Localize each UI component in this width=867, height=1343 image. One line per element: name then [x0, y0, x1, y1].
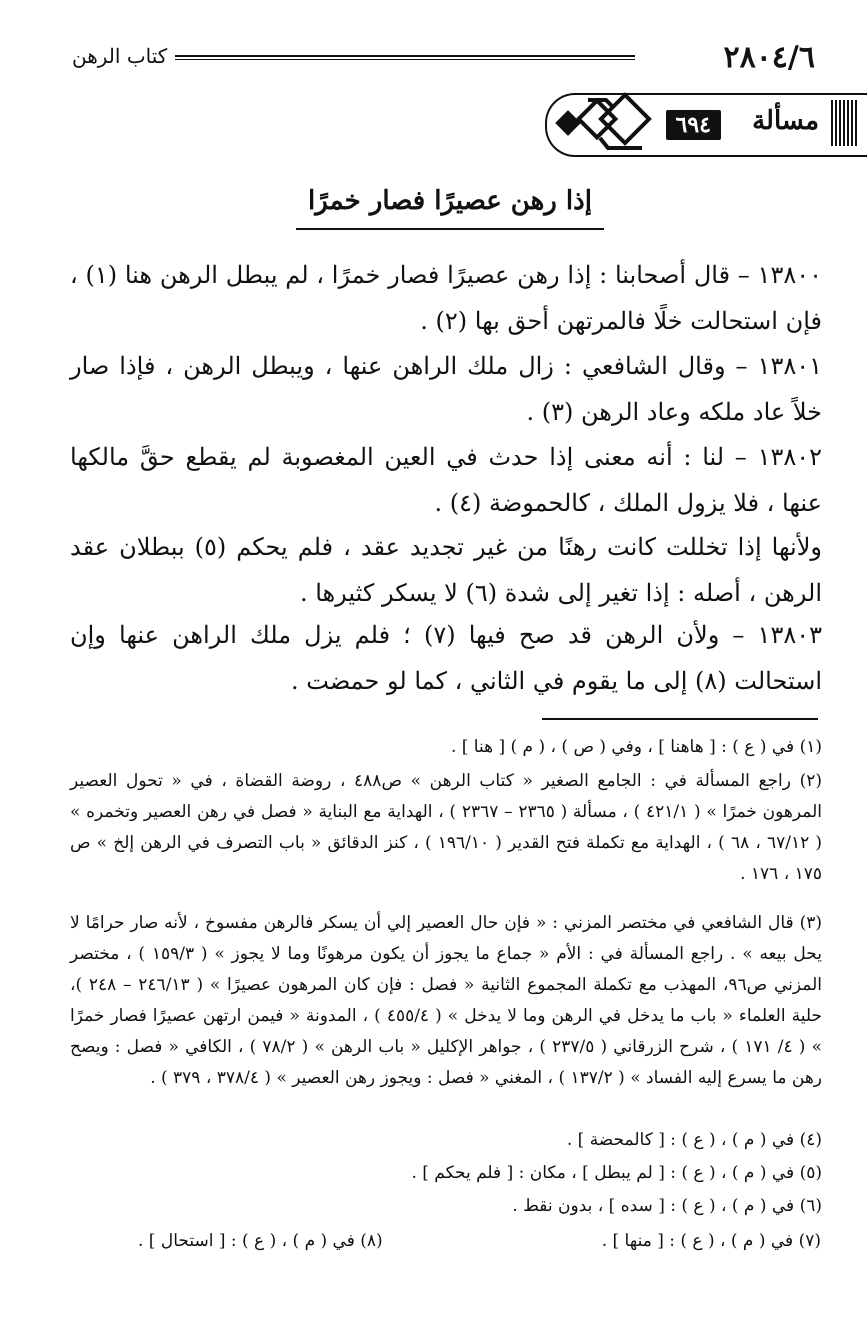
paragraph-13803: ١٣٨٠٣ – ولأن الرهن قد صح فيها (٧) ؛ فلم يزل ملك الراهن عنها وإن استحالت (٨) إلى ما يقوم في الثاني ، كما لو حمضت . [70, 621, 822, 695]
section-title: إذا رهن عصيرًا فصار خمرًا [308, 186, 592, 216]
banner-bars-ornament [831, 100, 857, 146]
footnote-2: (٢) راجع المسألة في : الجامع الصغير « كتاب الرهن » ص٤٨٨ ، روضة القضاة ، في « تحول العصير المرهون خمرًا » ( ٤٢١/١ ) ، مسألة ( ٢٣٦٥ – ٢٣٦٧ ) ، الهداية مع البناية « فصل في رهن العصير وتخمره » ( ٦٧/١٢ ، ٦٨ ) ، الهداية مع تكملة فتح القدير ( ١٩٦/١٠ ) ، كنز الدقائق « باب التصرف في الرهن إلخ » ص ١٧٥ ، ١٧٦ . [70, 771, 823, 884]
masala-label: مسألة [752, 106, 819, 136]
paragraph-13800: ١٣٨٠٠ – قال أصحابنا : إذا رهن عصيرًا فصار خمرًا ، لم يبطل الرهن هنا (١) ، فإن استحالت خلًا فالمرتهن أحق بها (٢) . [70, 261, 822, 335]
title-underline [296, 228, 604, 230]
footnote-1: (١) في ( ع ) : [ هاهنا ] ، وفي ( ص ) ، ( م ) [ هنا ] . [450, 737, 822, 757]
paragraph-13801: ١٣٨٠١ – وقال الشافعي : زال ملك الراهن عنها ، ويبطل الرهن ، فإذا صار خلاً عاد ملكه وعاد الرهن (٣) . [70, 352, 822, 426]
page-number: ٢٨٠٤/٦ [723, 40, 815, 75]
footnote-5: (٥) في ( م ) ، ( ع ) : [ لم يبطل ] ، مكان : [ فلم يحكم ] . [411, 1163, 822, 1183]
footnote-3: (٣) قال الشافعي في مختصر المزني : « فإن حال العصير إلي أن يسكر فالرهن مفسوخ ، لأنه صار حرامًا لا يحل بيعه » . راجع المسألة في : الأم « جماع ما يجوز أن يكون مرهونًا وما لا يجوز » ( ١٥٩/٣ ) ، مختصر المزني ص٩٦، المهذب مع تكملة المجموع الثانية « فصل : فإن كان المرهون عصيرًا » ( ٢٤٦/١٣ – ٢٤٨ )، حلية العلماء « باب ما يدخل في الرهن وما لا يدخل » ( ٤٥٥/٤ ) ، المدونة « فيمن ارتهن عصيرًا فصار خمرًا » ( ٤/ ١٧١ ) ، شرح الزرقاني ( ٢٣٧/٥ ) ، جواهر الإكليل « باب الرهن » ( ٧٨/٢ ) ، الكافي « فصل : ويصح رهن ما يسرع إليه الفساد » ( ١٣٧/٢ ) ، المغني « فصل : ويجوز رهن العصير » ( ٣٧٨/٤ ، ٣٧٩ ) . [70, 913, 822, 1088]
footnote-4: (٤) في ( م ) ، ( ع ) : [ كالمحضة ] . [566, 1130, 822, 1150]
footnote-separator [542, 718, 818, 720]
footnote-6: (٦) في ( م ) ، ( ع ) : [ سده ] ، بدون نقط . [512, 1196, 822, 1216]
footnote-8: (٨) في ( م ) ، ( ع ) : [ استحال ] . [138, 1231, 383, 1251]
header-rule [175, 55, 635, 60]
masala-number: ٦٩٤ [666, 110, 721, 140]
book-title: كتاب الرهن [72, 44, 168, 68]
knot-ornament-icon [548, 92, 660, 154]
footnote-7: (٧) في ( م ) ، ( ع ) : [ منها ] . [601, 1231, 821, 1251]
paragraph-continuation: ولأنها إذا تخللت كانت رهنًا من غير تجديد عقد ، فلم يحكم (٥) ببطلان عقد الرهن ، أصله : إذا تغير إلى شدة (٦) لا يسكر كثيرها . [70, 533, 823, 607]
paragraph-13802: ١٣٨٠٢ – لنا : أنه معنى إذا حدث في العين المغصوبة لم يقطع حقَّ مالكها عنها ، فلا يزول الملك ، كالحموضة (٤) . [70, 443, 823, 517]
